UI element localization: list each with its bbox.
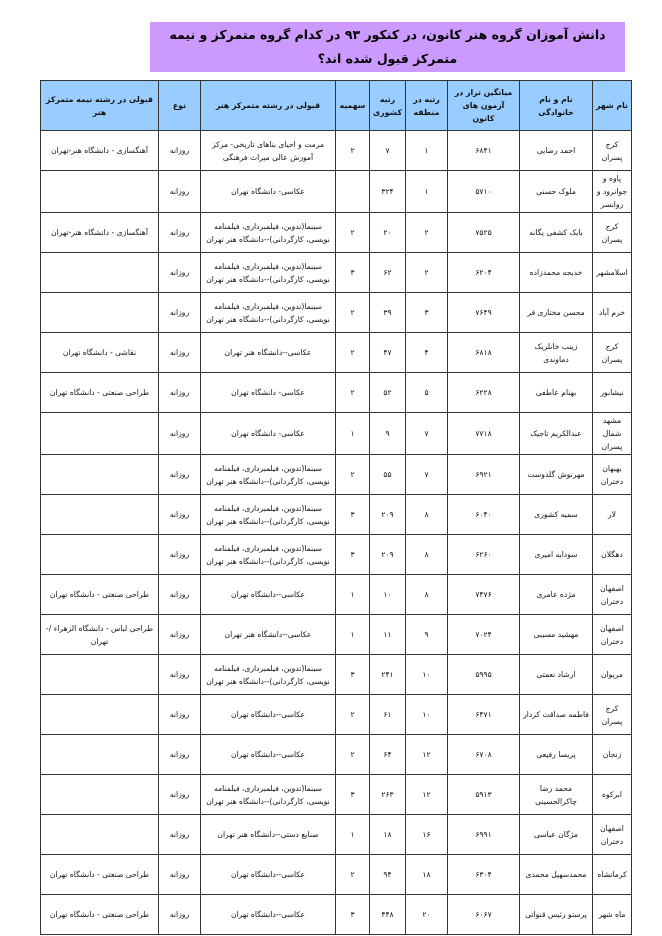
header-semi-central-major: قبولی در رشته نیمه متمرکز هنر	[41, 81, 159, 131]
cell-type: روزانه	[159, 455, 201, 495]
cell-national-rank: ۴۴۸	[370, 895, 406, 935]
cell-national-rank: ۲۰۹	[370, 535, 406, 575]
cell-region-rank: ۱	[406, 171, 448, 213]
cell-region-rank: ۸	[406, 535, 448, 575]
cell-national-rank: ۷	[370, 131, 406, 171]
cell-type: روزانه	[159, 615, 201, 655]
table-row	[41, 695, 632, 735]
cell-semi-central-major	[41, 815, 159, 855]
cell-name: مهشید مسیبی	[520, 615, 593, 655]
cell-national-rank: ۱۸	[370, 815, 406, 855]
cell-type: روزانه	[159, 293, 201, 333]
cell-city: اصفهان دختران	[593, 815, 632, 855]
cell-name: مژده عامری	[520, 575, 593, 615]
cell-name: عبدالکریم تاجیک	[520, 413, 593, 455]
cell-region-rank: ۱	[406, 131, 448, 171]
cell-region-rank: ۱۰	[406, 655, 448, 695]
cell-semi-central-major	[41, 775, 159, 815]
admissions-table	[40, 80, 632, 935]
cell-region-rank: ۸	[406, 575, 448, 615]
cell-quota: ۲	[336, 333, 370, 373]
cell-type: روزانه	[159, 413, 201, 455]
header-city: نام شهر	[593, 81, 632, 131]
cell-national-rank: ۱۱	[370, 615, 406, 655]
cell-city: نیشابور	[593, 373, 632, 413]
cell-national-rank: ۵۵	[370, 455, 406, 495]
cell-avg-score: ۵۹۹۵	[448, 655, 520, 695]
cell-quota: ۲	[336, 131, 370, 171]
cell-semi-central-major: آهنگسازی - دانشگاه هنر-تهران	[41, 213, 159, 253]
cell-type: روزانه	[159, 815, 201, 855]
table-row	[41, 895, 632, 935]
cell-region-rank: ۲	[406, 253, 448, 293]
cell-region-rank: ۸	[406, 495, 448, 535]
cell-national-rank: ۶۱	[370, 695, 406, 735]
cell-avg-score: ۷۵۲۵	[448, 213, 520, 253]
cell-avg-score: ۶۸۴۱	[448, 131, 520, 171]
cell-quota: ۲	[336, 455, 370, 495]
cell-quota	[336, 171, 370, 213]
cell-semi-central-major: طراحی لباس - دانشگاه الزهراء /- تهران	[41, 615, 159, 655]
cell-central-major: سینما(تدوین، فیلمبرداری، فیلمنامه نویسی، کارگردانی)--دانشگاه هنر تهران	[201, 253, 336, 293]
cell-city: دهگلان	[593, 535, 632, 575]
cell-quota: ۳	[336, 655, 370, 695]
cell-avg-score: ۶۰۴۰	[448, 495, 520, 535]
cell-name: بابک کشفی یگانه	[520, 213, 593, 253]
cell-avg-score: ۶۰۶۷	[448, 895, 520, 935]
table-row	[41, 775, 632, 815]
cell-name: احمد رضایی	[520, 131, 593, 171]
cell-central-major: عکاسی- دانشگاه تهران	[201, 413, 336, 455]
cell-quota: ۱	[336, 615, 370, 655]
cell-avg-score: ۶۲۰۴	[448, 253, 520, 293]
cell-type: روزانه	[159, 213, 201, 253]
cell-region-rank: ۷	[406, 455, 448, 495]
table-row	[41, 333, 632, 373]
cell-national-rank: ۵۲	[370, 373, 406, 413]
cell-avg-score: ۷۰۲۴	[448, 615, 520, 655]
cell-central-major: صنایع دستی--دانشگاه هنر تهران	[201, 815, 336, 855]
cell-national-rank: ۲۰	[370, 213, 406, 253]
cell-avg-score: ۶۷۰۸	[448, 735, 520, 775]
cell-region-rank: ۲۰	[406, 895, 448, 935]
page-title: دانش آموزان گروه هنر کانون، در کنکور ۹۳ در کدام گروه متمرکز و نیمه متمرکز قبول شده اند؟	[150, 22, 625, 72]
cell-region-rank: ۱۸	[406, 855, 448, 895]
cell-semi-central-major	[41, 455, 159, 495]
table-row	[41, 535, 632, 575]
cell-quota: ۱	[336, 413, 370, 455]
cell-quota: ۲	[336, 695, 370, 735]
header-row	[41, 81, 632, 131]
cell-quota: ۳	[336, 895, 370, 935]
cell-name: بهنام عاطفی	[520, 373, 593, 413]
cell-central-major: سینما(تدوین، فیلمبرداری، فیلمنامه نویسی، کارگردانی)--دانشگاه هنر تهران	[201, 535, 336, 575]
cell-avg-score: ۶۲۶۰	[448, 535, 520, 575]
cell-quota: ۱	[336, 575, 370, 615]
cell-semi-central-major	[41, 413, 159, 455]
cell-central-major: سینما(تدوین، فیلمبرداری، فیلمنامه نویسی، کارگردانی)--دانشگاه هنر تهران	[201, 213, 336, 253]
cell-name: محمد رضا چاکرالحسینی	[520, 775, 593, 815]
cell-central-major: عکاسی--دانشگاه تهران	[201, 735, 336, 775]
cell-quota: ۲	[336, 735, 370, 775]
table-row	[41, 815, 632, 855]
cell-semi-central-major: نقاشی - دانشگاه تهران	[41, 333, 159, 373]
cell-city: خرم آباد	[593, 293, 632, 333]
cell-name: مژگان عباسی	[520, 815, 593, 855]
cell-avg-score: ۶۴۷۱	[448, 695, 520, 735]
table-row	[41, 735, 632, 775]
cell-avg-score: ۷۶۴۹	[448, 293, 520, 333]
table-row	[41, 615, 632, 655]
cell-type: روزانه	[159, 495, 201, 535]
header-quota: سهمیه	[336, 81, 370, 131]
cell-city: اصفهان دختران	[593, 575, 632, 615]
cell-quota: ۳	[336, 495, 370, 535]
cell-central-major: عکاسی--دانشگاه تهران	[201, 855, 336, 895]
cell-name: پرستو رئیس قنواتی	[520, 895, 593, 935]
cell-national-rank: ۲۶۳	[370, 775, 406, 815]
cell-central-major: مرمت و احیای بناهای تاریخی- مرکز آموزش عالی میراث فرهنگی	[201, 131, 336, 171]
cell-semi-central-major: آهنگسازی - دانشگاه هنر-تهران	[41, 131, 159, 171]
cell-national-rank: ۹	[370, 413, 406, 455]
cell-semi-central-major	[41, 495, 159, 535]
cell-avg-score: ۶۹۲۱	[448, 455, 520, 495]
cell-region-rank: ۵	[406, 373, 448, 413]
cell-semi-central-major	[41, 293, 159, 333]
cell-national-rank: ۲۰۹	[370, 495, 406, 535]
cell-city: کرمانشاه	[593, 855, 632, 895]
cell-national-rank: ۳۹	[370, 293, 406, 333]
table-row	[41, 293, 632, 333]
header-type: نوع	[159, 81, 201, 131]
table-row	[41, 495, 632, 535]
cell-semi-central-major	[41, 171, 159, 213]
cell-city: مشهد شمال پسران	[593, 413, 632, 455]
cell-semi-central-major: طراحی صنعتی - دانشگاه تهران	[41, 575, 159, 615]
cell-name: زینب خانلریک دماوندی	[520, 333, 593, 373]
cell-central-major: عکاسی--دانشگاه هنر تهران	[201, 615, 336, 655]
cell-city: بهبهان دختران	[593, 455, 632, 495]
cell-city: کرج پسران	[593, 333, 632, 373]
cell-region-rank: ۱۶	[406, 815, 448, 855]
cell-avg-score: ۵۷۱۰	[448, 171, 520, 213]
cell-type: روزانه	[159, 535, 201, 575]
cell-avg-score: ۷۷۱۸	[448, 413, 520, 455]
cell-name: خدیجه محمدزاده	[520, 253, 593, 293]
cell-region-rank: ۲	[406, 213, 448, 253]
cell-name: محسن مختاری فر	[520, 293, 593, 333]
header-region-rank: رتبه در منطقه	[406, 81, 448, 131]
cell-type: روزانه	[159, 373, 201, 413]
table-row	[41, 855, 632, 895]
cell-central-major: سینما(تدوین، فیلمبرداری، فیلمنامه نویسی، کارگردانی)--دانشگاه هنر تهران	[201, 655, 336, 695]
header-national-rank: رتبه کشوری	[370, 81, 406, 131]
cell-city: کرج پسران	[593, 695, 632, 735]
cell-semi-central-major	[41, 253, 159, 293]
cell-quota: ۳	[336, 535, 370, 575]
cell-name: سودابه امیری	[520, 535, 593, 575]
cell-city: کرج پسران	[593, 131, 632, 171]
cell-avg-score: ۷۴۷۶	[448, 575, 520, 615]
cell-semi-central-major	[41, 655, 159, 695]
cell-central-major: عکاسی- دانشگاه تهران	[201, 171, 336, 213]
cell-city: اسلامشهر	[593, 253, 632, 293]
table-row	[41, 253, 632, 293]
cell-region-rank: ۱۲	[406, 735, 448, 775]
cell-central-major: عکاسی--دانشگاه هنر تهران	[201, 333, 336, 373]
cell-type: روزانه	[159, 855, 201, 895]
cell-semi-central-major: طراحی صنعتی - دانشگاه تهران	[41, 373, 159, 413]
cell-type: روزانه	[159, 695, 201, 735]
table-row	[41, 131, 632, 171]
cell-avg-score: ۵۹۱۳	[448, 775, 520, 815]
cell-city: ابرکوه	[593, 775, 632, 815]
cell-national-rank: ۶۲	[370, 253, 406, 293]
cell-type: روزانه	[159, 735, 201, 775]
cell-city: پاوه و جوانرود و روانسر	[593, 171, 632, 213]
header-central-major: قبولی در رشته متمرکز هنر	[201, 81, 336, 131]
cell-type: روزانه	[159, 333, 201, 373]
cell-name: ارشاد نعمتی	[520, 655, 593, 695]
cell-central-major: سینما(تدوین، فیلمبرداری، فیلمنامه نویسی، کارگردانی)--دانشگاه هنر تهران	[201, 495, 336, 535]
cell-name: ملوک حسنی	[520, 171, 593, 213]
cell-name: پریسا رفیعی	[520, 735, 593, 775]
cell-central-major: عکاسی--دانشگاه تهران	[201, 695, 336, 735]
cell-city: اصفهان دختران	[593, 615, 632, 655]
header-name: نام و نام خانوادگی	[520, 81, 593, 131]
table-row	[41, 413, 632, 455]
cell-national-rank: ۴۷	[370, 333, 406, 373]
cell-name: سمیه کشوری	[520, 495, 593, 535]
cell-national-rank: ۹۴	[370, 855, 406, 895]
cell-quota: ۲	[336, 373, 370, 413]
cell-type: روزانه	[159, 655, 201, 695]
cell-national-rank: ۲۴۱	[370, 655, 406, 695]
cell-avg-score: ۶۸۱۸	[448, 333, 520, 373]
cell-name: محمدسهیل محمدی	[520, 855, 593, 895]
cell-region-rank: ۴	[406, 333, 448, 373]
cell-type: روزانه	[159, 131, 201, 171]
cell-city: کرج پسران	[593, 213, 632, 253]
cell-name: فاطمه صداقت کردار	[520, 695, 593, 735]
table-row	[41, 213, 632, 253]
cell-semi-central-major	[41, 735, 159, 775]
cell-semi-central-major: طراحی صنعتی - دانشگاه تهران	[41, 855, 159, 895]
cell-central-major: عکاسی--دانشگاه تهران	[201, 575, 336, 615]
cell-city: زنجان	[593, 735, 632, 775]
cell-national-rank: ۱۰	[370, 575, 406, 615]
cell-region-rank: ۱۰	[406, 695, 448, 735]
cell-region-rank: ۷	[406, 413, 448, 455]
cell-region-rank: ۳	[406, 293, 448, 333]
cell-semi-central-major	[41, 535, 159, 575]
cell-national-rank: ۶۴	[370, 735, 406, 775]
cell-semi-central-major	[41, 695, 159, 735]
cell-central-major: سینما(تدوین، فیلمبرداری، فیلمنامه نویسی، کارگردانی)--دانشگاه هنر تهران	[201, 455, 336, 495]
cell-type: روزانه	[159, 895, 201, 935]
header-avg-score: میانگین تراز در آزمون های کانون	[448, 81, 520, 131]
cell-type: روزانه	[159, 253, 201, 293]
table-row	[41, 655, 632, 695]
cell-central-major: سینما(تدوین، فیلمبرداری، فیلمنامه نویسی، کارگردانی)--دانشگاه هنر تهران	[201, 775, 336, 815]
cell-semi-central-major: طراحی صنعتی - دانشگاه تهران	[41, 895, 159, 935]
cell-type: روزانه	[159, 575, 201, 615]
cell-avg-score: ۶۹۹۱	[448, 815, 520, 855]
cell-type: روزانه	[159, 775, 201, 815]
cell-type: روزانه	[159, 171, 201, 213]
cell-quota: ۲	[336, 855, 370, 895]
cell-quota: ۳	[336, 253, 370, 293]
cell-central-major: عکاسی--دانشگاه تهران	[201, 895, 336, 935]
cell-quota: ۲	[336, 213, 370, 253]
cell-quota: ۳	[336, 775, 370, 815]
table-row	[41, 171, 632, 213]
table-row	[41, 455, 632, 495]
cell-city: مریوان	[593, 655, 632, 695]
cell-quota: ۱	[336, 815, 370, 855]
cell-region-rank: ۱۲	[406, 775, 448, 815]
table-row	[41, 575, 632, 615]
table-row	[41, 373, 632, 413]
cell-name: مهرنوش گلدوست	[520, 455, 593, 495]
cell-avg-score: ۶۲۲۸	[448, 373, 520, 413]
cell-city: لار	[593, 495, 632, 535]
cell-central-major: سینما(تدوین، فیلمبرداری، فیلمنامه نویسی، کارگردانی)--دانشگاه هنر تهران	[201, 293, 336, 333]
cell-region-rank: ۹	[406, 615, 448, 655]
cell-national-rank: ۳۲۴	[370, 171, 406, 213]
cell-avg-score: ۶۳۰۴	[448, 855, 520, 895]
cell-city: ماه شهر	[593, 895, 632, 935]
cell-central-major: عکاسی- دانشگاه تهران	[201, 373, 336, 413]
cell-quota: ۲	[336, 293, 370, 333]
